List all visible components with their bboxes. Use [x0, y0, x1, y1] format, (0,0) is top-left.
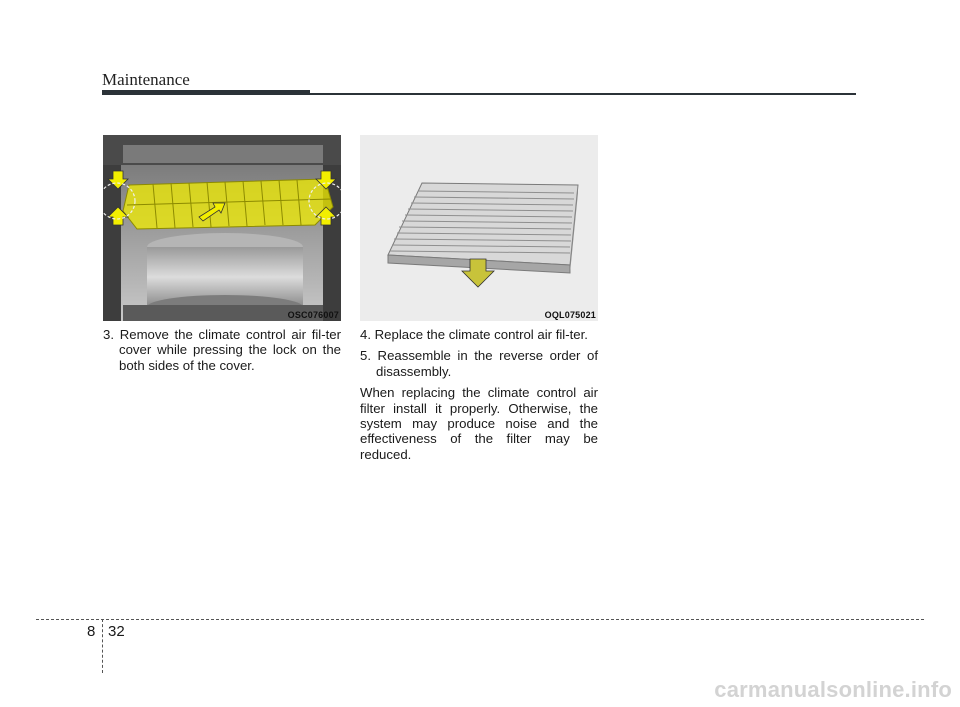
- step-4: 4. Replace the climate control air fil-ter.: [360, 327, 588, 342]
- installation-note: When replacing the climate control air filter install it properly. Otherwise, the system may produce noise and the effectiveness of the filter may be reduced.: [360, 385, 598, 462]
- right-text-column: [360, 327, 598, 462]
- step-5: 5. Reassemble in the reverse order of disassembly.: [360, 348, 598, 379]
- step-3: 3. Remove the climate control air fil-ter cover while pressing the lock on the both sides of the cover.: [103, 327, 341, 373]
- figure-filter-element: [360, 135, 598, 321]
- header-title: Maintenance: [102, 70, 190, 89]
- header-rule-thick: [102, 90, 310, 95]
- filter-element-illustration: [360, 135, 598, 321]
- figure-filter-cover: [103, 135, 341, 321]
- watermark: carmanualsonline.info: [714, 677, 952, 702]
- chapter-number: 8: [87, 623, 96, 640]
- page-number: 32: [108, 623, 125, 640]
- filter-cover-illustration: [103, 135, 341, 321]
- figure-code: OQL075021: [544, 310, 596, 320]
- footer-rule: [36, 619, 924, 620]
- figure-code: OSC076007: [287, 310, 339, 320]
- header-rule-thin: [310, 93, 856, 95]
- left-text-column: [103, 327, 341, 379]
- footer-vertical-rule: [102, 619, 103, 673]
